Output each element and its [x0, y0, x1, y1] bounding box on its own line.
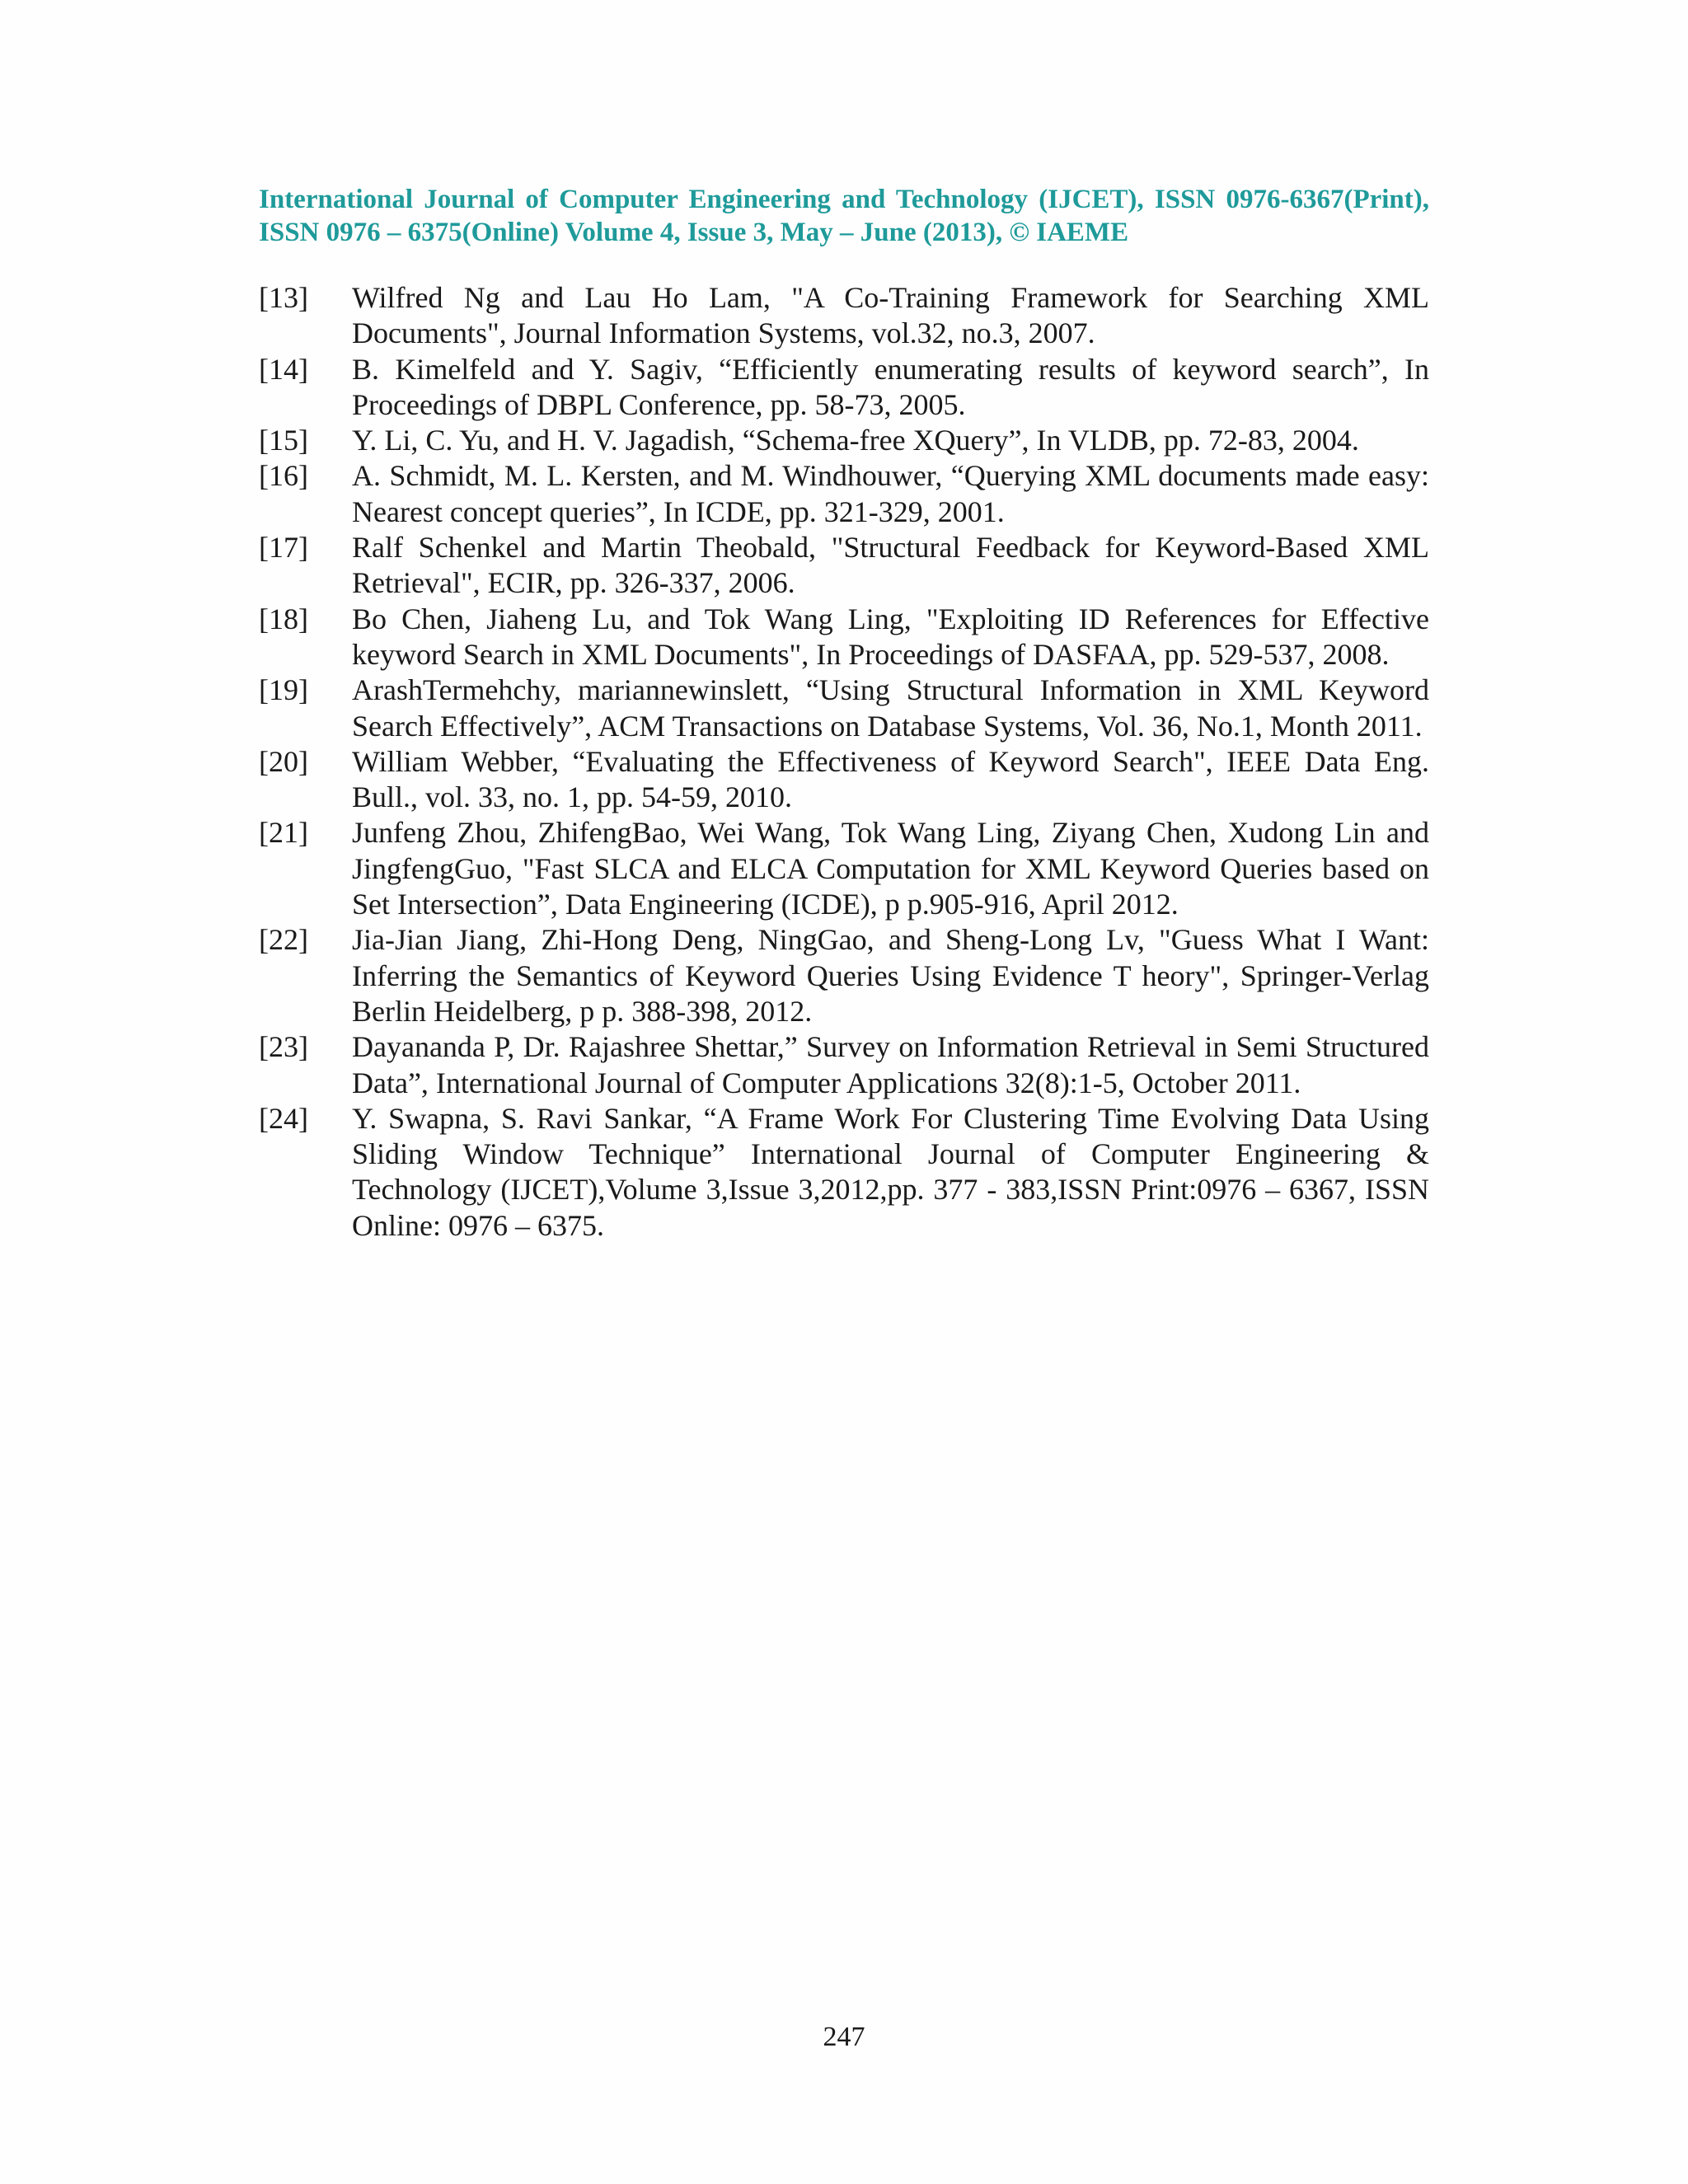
reference-text: William Webber, “Evaluating the Effectiveness of Keyword Search", IEEE Data Eng. Bull., vol. 33, no. 1, pp. 54-59, 2010. — [352, 744, 1429, 814]
reference-text: Y. Swapna, S. Ravi Sankar, “A Frame Work For Clustering Time Evolving Data Using Sliding Window Technique” International Journal of Computer Engineering & Technology (IJCET),Volume 3,Issue 3,2012,pp. 377 - 383,ISSN Print:0976 – 6367, ISSN Online: 0976 – 6375. — [352, 1101, 1429, 1242]
reference-text: Bo Chen, Jiaheng Lu, and Tok Wang Ling, "Exploiting ID References for Effective keyword Search in XML Documents", In Proceedings of DASFAA, pp. 529-537, 2008. — [352, 602, 1429, 671]
reference-item — [259, 602, 1429, 673]
reference-item — [259, 922, 1429, 1029]
reference-number: [21] — [259, 816, 308, 850]
reference-number: [17] — [259, 531, 308, 565]
reference-number: [19] — [259, 673, 308, 707]
reference-item — [259, 1101, 1429, 1244]
reference-text: Dayananda P, Dr. Rajashree Shettar,” Survey on Information Retrieval in Semi Structured Data”, International Journal of Computer Applications 32(8):1-5, October 2011. — [352, 1030, 1429, 1099]
reference-text: A. Schmidt, M. L. Kersten, and M. Windhouwer, “Querying XML documents made easy: Nearest concept queries”, In ICDE, pp. 321-329, 2001. — [352, 459, 1429, 528]
reference-list — [259, 280, 1429, 1244]
reference-number: [13] — [259, 281, 308, 314]
reference-number: [23] — [259, 1030, 308, 1064]
reference-number: [22] — [259, 923, 308, 957]
reference-text: Junfeng Zhou, ZhifengBao, Wei Wang, Tok Wang Ling, Ziyang Chen, Xudong Lin and JingfengGuo, "Fast SLCA and ELCA Computation for XML Keyword Queries based on Set Intersection”, Data Engineering (ICDE), p p.905-916, April 2012. — [352, 816, 1429, 921]
journal-header: International Journal of Computer Engineering and Technology (IJCET), ISSN 0976-6367(Print), ISSN 0976 – 6375(Online) Volume 4, Issue 3, May – June (2013), © IAEME — [259, 185, 1429, 247]
reference-item — [259, 352, 1429, 424]
reference-item — [259, 280, 1429, 352]
reference-item — [259, 423, 1429, 458]
reference-text: B. Kimelfeld and Y. Sagiv, “Efficiently enumerating results of keyword search”, In Proceedings of DBPL Conference, pp. 58-73, 2005. — [352, 352, 1429, 421]
reference-text: ArashTermehchy, mariannewinslett, “Using Structural Information in XML Keyword Search Effectively”, ACM Transactions on Database Systems, Vol. 36, No.1, Month 2011. — [352, 673, 1429, 743]
page-number: 247 — [823, 2022, 865, 2052]
reference-number: [20] — [259, 744, 308, 778]
reference-number: [16] — [259, 459, 308, 493]
reference-item — [259, 815, 1429, 922]
reference-number: [15] — [259, 424, 308, 457]
reference-item — [259, 530, 1429, 602]
reference-number: [14] — [259, 352, 308, 386]
reference-text: Y. Li, C. Yu, and H. V. Jagadish, “Schema-free XQuery”, In VLDB, pp. 72-83, 2004. — [352, 424, 1359, 457]
reference-item — [259, 673, 1429, 744]
reference-text: Ralf Schenkel and Martin Theobald, "Structural Feedback for Keyword-Based XML Retrieval", ECIR, pp. 326-337, 2006. — [352, 531, 1429, 600]
reference-item — [259, 458, 1429, 530]
reference-text: Jia-Jian Jiang, Zhi-Hong Deng, NingGao, and Sheng-Long Lv, "Guess What I Want: Inferring the Semantics of Keyword Queries Using Evidence T heory", Springer-Verlag Berlin Heidelberg, p p. 388-398, 2012. — [352, 923, 1429, 1028]
reference-number: [18] — [259, 602, 308, 635]
reference-item — [259, 744, 1429, 816]
reference-text: Wilfred Ng and Lau Ho Lam, "A Co-Training Framework for Searching XML Documents", Journal Information Systems, vol.32, no.3, 2007. — [352, 281, 1429, 350]
reference-item — [259, 1029, 1429, 1101]
reference-number: [24] — [259, 1101, 308, 1135]
